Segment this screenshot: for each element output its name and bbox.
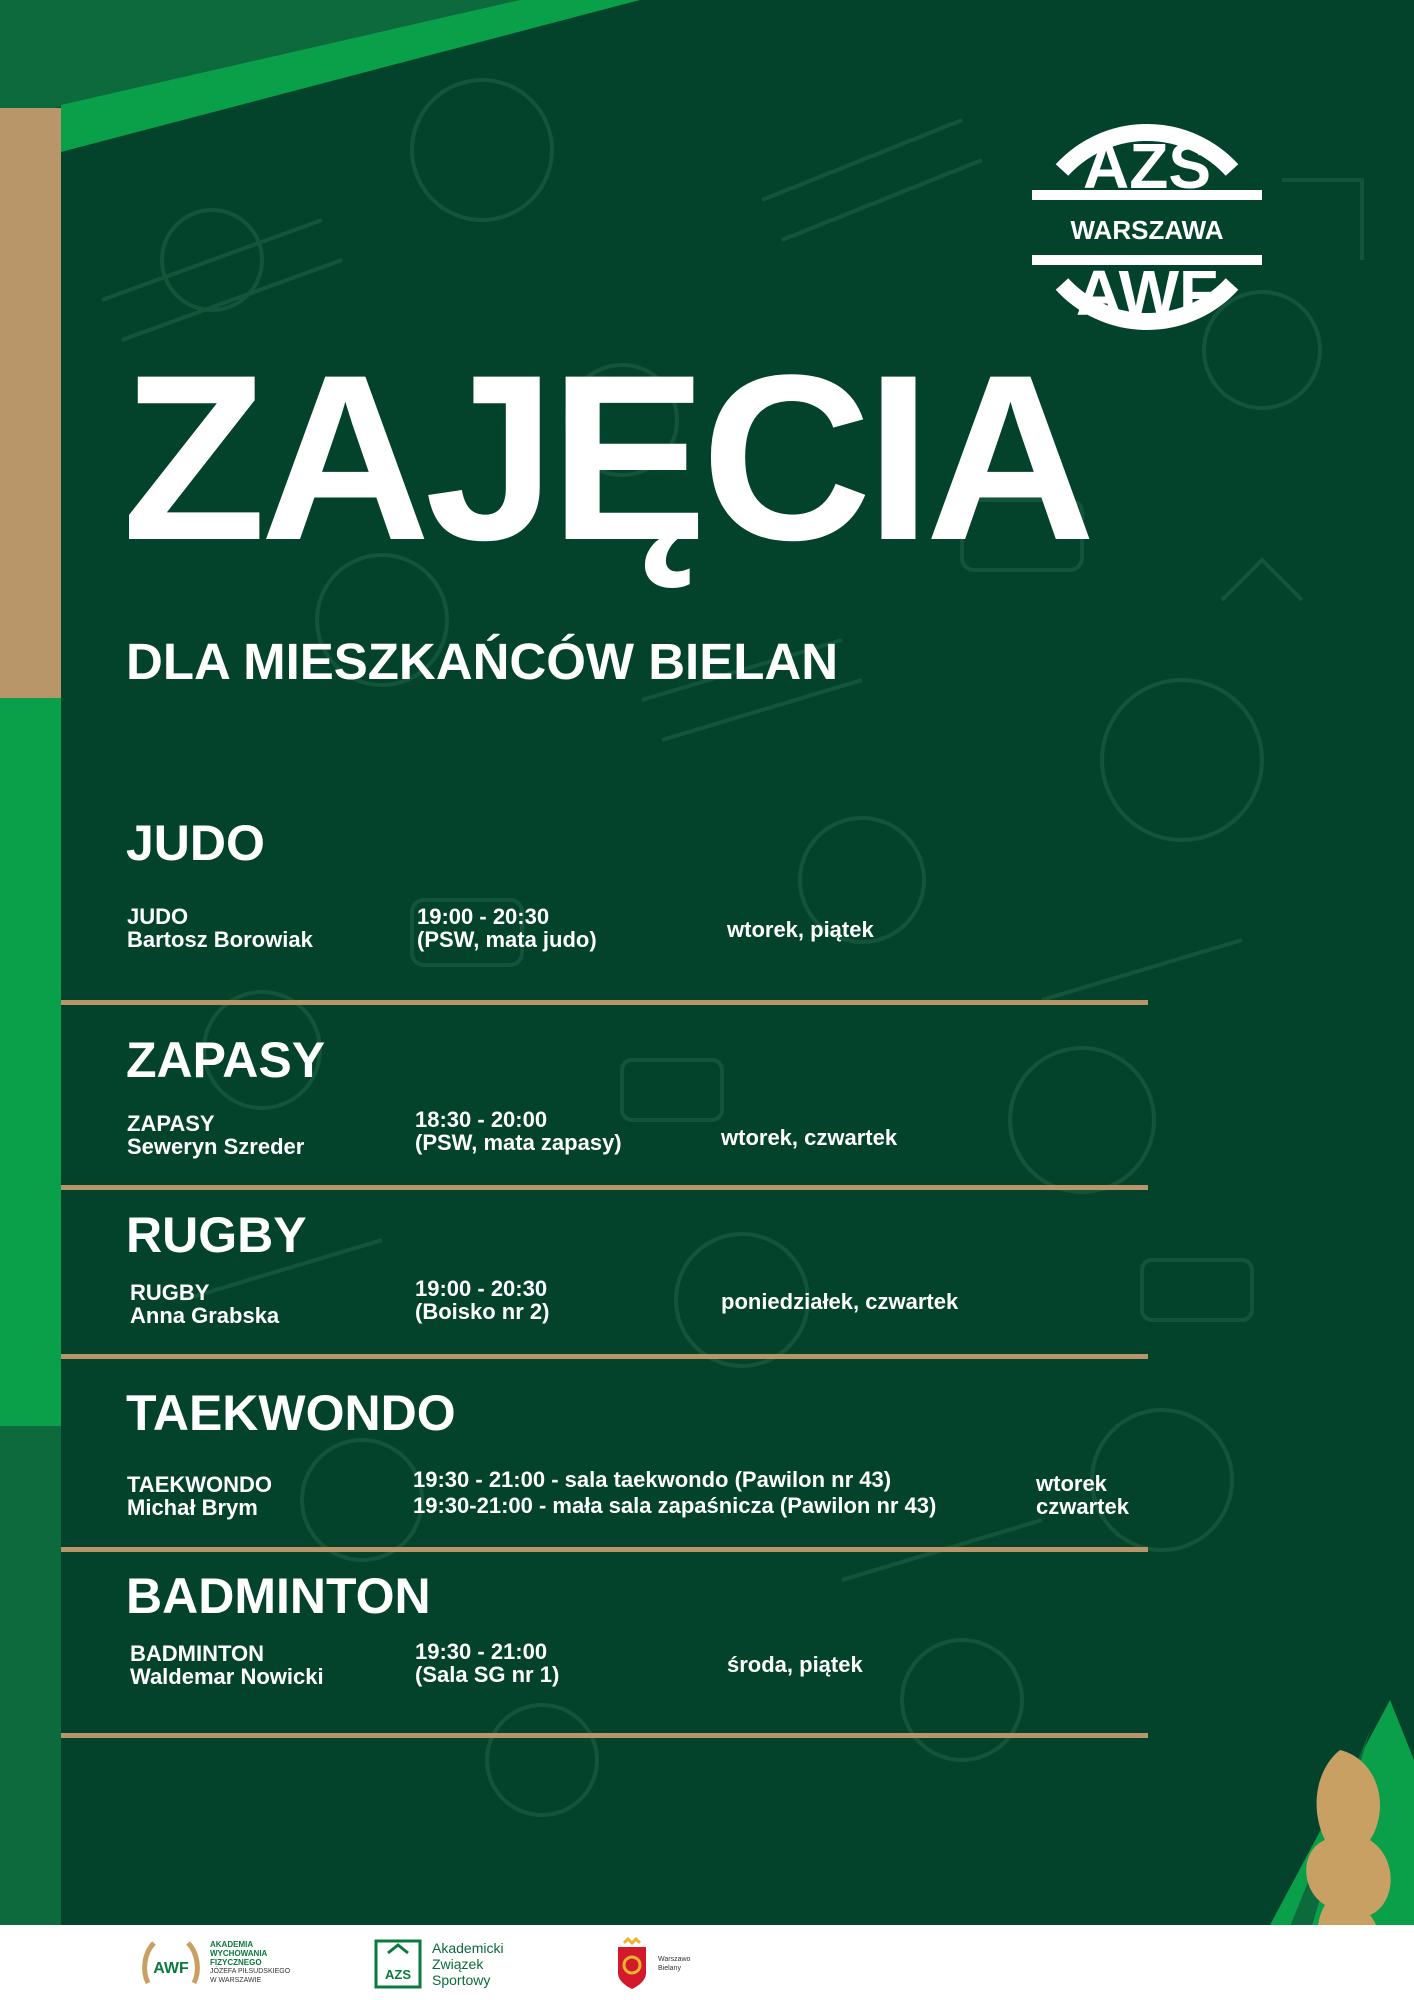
days-badminton xyxy=(727,1653,863,1676)
section-divider xyxy=(61,1733,1148,1738)
days-zapasy xyxy=(721,1126,897,1149)
days-line: wtorek, czwartek xyxy=(721,1125,898,1150)
section-title-judo: JUDO xyxy=(126,815,265,871)
footer-logo-bielany xyxy=(614,1937,690,1991)
azs-awf-logo xyxy=(1024,100,1270,354)
logo-top-text: AZS xyxy=(1083,130,1211,202)
days-judo xyxy=(727,918,874,941)
time-line: 18:30 - 20:00 xyxy=(415,1107,548,1132)
venue-line: 19:30-21:00 - mała sala zapaśnicza (Pawilon nr 43) xyxy=(413,1493,937,1518)
logo-bottom-text: AWF xyxy=(1075,257,1219,329)
awf-line: WYCHOWANIA xyxy=(210,1948,268,1958)
coach-name: Michał Brym xyxy=(127,1495,258,1520)
bielany-name xyxy=(658,1955,690,1973)
discipline-coach-badminton xyxy=(130,1642,324,1688)
time-venue-taekwondo xyxy=(413,1467,936,1519)
section-divider xyxy=(61,1000,1148,1005)
venue-line: (PSW, mata judo) xyxy=(417,927,597,952)
page-title: ZAJĘCIA xyxy=(122,326,1090,590)
azs-line: Sportowy xyxy=(432,1972,491,1988)
discipline-coach-judo xyxy=(127,905,313,951)
time-line: 19:30 - 21:00 - sala taekwondo (Pawilon nr 43) xyxy=(413,1467,892,1492)
days-taekwondo xyxy=(1036,1472,1129,1518)
section-title-badminton: BADMINTON xyxy=(126,1568,431,1624)
left-band-gold xyxy=(0,108,61,698)
azs-mark-text: AZS xyxy=(385,1967,411,1982)
time-venue-rugby xyxy=(415,1277,549,1323)
warszawa-crest-icon xyxy=(614,1937,650,1991)
bielany-line: Warszawo xyxy=(658,1956,691,1963)
time-line: 19:30 - 21:00 xyxy=(415,1639,548,1664)
azs-name xyxy=(432,1940,504,1988)
discipline-coach-rugby xyxy=(130,1281,279,1327)
venue-line: (PSW, mata zapasy) xyxy=(415,1130,622,1155)
left-band-green xyxy=(0,698,61,1426)
awf-emblem-icon xyxy=(140,1933,202,1991)
venue-line: (Boisko nr 2) xyxy=(415,1299,550,1324)
section-title-rugby: RUGBY xyxy=(126,1207,307,1263)
section-title-taekwondo: TAEKWONDO xyxy=(126,1385,456,1441)
awf-name xyxy=(210,1940,290,1985)
azs-line: Związek xyxy=(432,1956,484,1972)
awf-line: FIZYCZNEGO xyxy=(210,1957,262,1967)
coach-name: Waldemar Nowicki xyxy=(130,1664,324,1689)
time-venue-zapasy xyxy=(415,1108,622,1154)
section-divider xyxy=(61,1354,1148,1359)
days-line: wtorek, piątek xyxy=(727,917,874,942)
days-line: wtorek xyxy=(1036,1471,1107,1496)
days-line: poniedziałek, czwartek xyxy=(721,1289,959,1314)
days-line: środa, piątek xyxy=(727,1652,863,1677)
time-line: 19:00 - 20:30 xyxy=(417,904,550,929)
azs-emblem-icon xyxy=(374,1939,422,1989)
discipline-name: TAEKWONDO xyxy=(127,1472,273,1497)
time-venue-judo xyxy=(417,905,597,951)
coach-name: Bartosz Borowiak xyxy=(127,927,313,952)
time-venue-badminton xyxy=(415,1640,559,1686)
time-line: 19:00 - 20:30 xyxy=(415,1276,548,1301)
awf-mark-text: AWF xyxy=(153,1960,189,1977)
bielany-line: Bielany xyxy=(658,1965,681,1972)
azs-line: Akademicki xyxy=(432,1940,504,1956)
awf-line: W WARSZAWIE xyxy=(210,1976,262,1984)
coach-name: Seweryn Szreder xyxy=(127,1134,305,1159)
discipline-coach-taekwondo xyxy=(127,1473,272,1519)
discipline-name: JUDO xyxy=(127,904,189,929)
days-line: czwartek xyxy=(1036,1494,1129,1519)
footer-logo-awf xyxy=(140,1933,290,1991)
footer-logo-azs xyxy=(374,1939,504,1989)
discipline-name: RUGBY xyxy=(130,1280,210,1305)
section-divider xyxy=(61,1547,1148,1552)
awf-line: AKADEMIA xyxy=(210,1939,254,1949)
discipline-name: BADMINTON xyxy=(130,1641,265,1666)
section-divider xyxy=(61,1185,1148,1190)
days-rugby xyxy=(721,1290,958,1313)
coach-name: Anna Grabska xyxy=(130,1303,280,1328)
footer xyxy=(0,1925,1414,2000)
discipline-name: ZAPASY xyxy=(127,1111,215,1136)
discipline-coach-zapasy xyxy=(127,1112,304,1158)
section-title-zapasy: ZAPASY xyxy=(126,1032,326,1088)
left-band-dark xyxy=(0,1426,61,1926)
venue-line: (Sala SG nr 1) xyxy=(415,1662,560,1687)
page-subtitle: DLA MIESZKAŃCÓW BIELAN xyxy=(126,633,839,690)
awf-line: JÓZEFA PIŁSUDSKIEGO xyxy=(210,1967,291,1975)
logo-middle-text: WARSZAWA xyxy=(1070,215,1224,245)
